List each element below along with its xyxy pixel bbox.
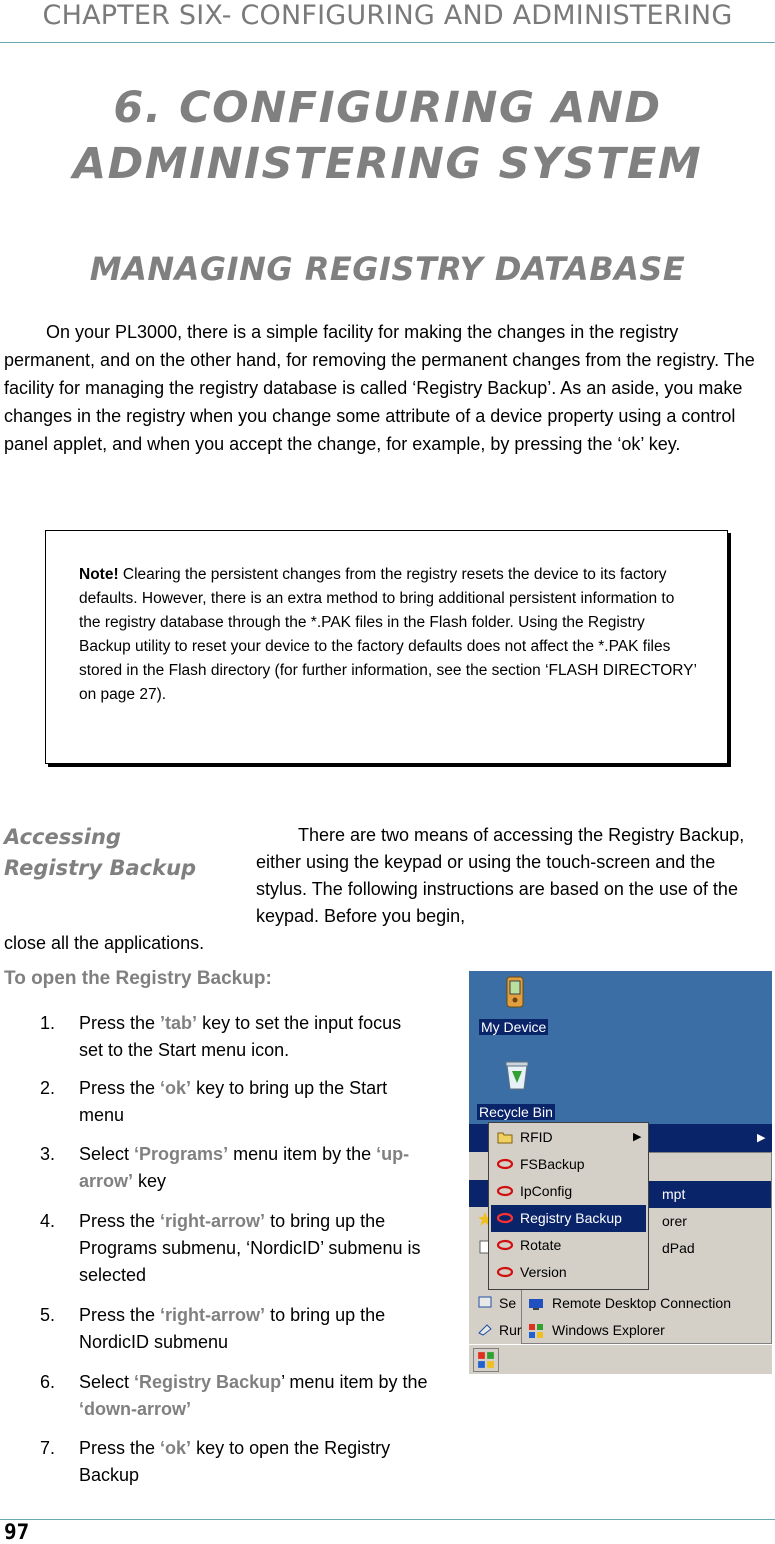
accessing-heading-line1: Accessing xyxy=(4,825,121,849)
programs-menu: mpt orer dPad Remote Desktop Connection Windows Explorer xyxy=(521,1152,772,1344)
partial-label: Se xyxy=(499,1295,517,1311)
nordic-logo-icon xyxy=(497,1264,513,1280)
step-number: 6. xyxy=(40,1372,56,1392)
note-text xyxy=(79,563,699,707)
partial-label: mpt xyxy=(662,1186,686,1202)
start-button[interactable] xyxy=(473,1348,499,1372)
accessing-paragraph-tail: close all the applications. xyxy=(4,933,205,953)
step-number: 3. xyxy=(40,1144,56,1164)
windows-logo-icon xyxy=(477,1351,495,1369)
note-body: Clearing the persistent changes from the registry resets the device to its factory defaults. However, there is an extra method to bring additional persistent information to the registry database through the *.PAK files in the Flash folder. Using the Registry Backup utility to reset your device to the factory defaults does not affect the *.PAK files stored in the Flash directory (for further information, see the section ‘FLASH DIRECTORY’ on page 27). xyxy=(79,566,697,703)
steps-heading: To open the Registry Backup: xyxy=(4,968,272,989)
accessing-heading-line2: Registry Backup xyxy=(4,856,197,880)
settings-icon xyxy=(477,1294,493,1310)
menu-item-registry-backup[interactable]: Registry Backup xyxy=(491,1205,646,1232)
step-text: Press the ‘right-arrow’ to bring up the Programs submenu, ‘NordicID’ submenu is selected xyxy=(79,1211,421,1285)
windows-logo-icon xyxy=(528,1323,544,1339)
menu-item-ipconfig[interactable]: IpConfig xyxy=(491,1178,646,1205)
step-text: Press the ‘right-arrow’ to bring up the NordicID submenu xyxy=(79,1305,386,1352)
step-number: 1. xyxy=(40,1013,56,1033)
step-text: Press the ’tab’ key to set the input focus set to the Start menu icon. xyxy=(79,1013,402,1060)
my-device-label[interactable]: My Device xyxy=(481,1019,547,1035)
accessing-paragraph: There are two means of accessing the Registry Backup, either using the keypad or using the touch-screen and the stylus. The following instructions are based on the use of the keypad. Before you begin, xyxy=(256,825,745,926)
nordic-logo-icon xyxy=(497,1183,513,1199)
step-text: Press the ‘ok’ key to open the Registry Backup xyxy=(79,1438,391,1485)
step-text: Press the ‘ok’ key to bring up the Start menu xyxy=(79,1078,388,1125)
remote-desktop-icon xyxy=(528,1296,544,1312)
step-number: 2. xyxy=(40,1078,56,1098)
step-text: Select ‘Registry Backup’ menu item by the ‘down-arrow’ xyxy=(79,1372,428,1419)
partial-label: dPad xyxy=(662,1240,695,1256)
run-icon xyxy=(477,1321,493,1337)
footer-rule xyxy=(0,1519,775,1520)
menu-item-fsbackup[interactable]: FSBackup xyxy=(491,1151,646,1178)
step-number: 5. xyxy=(40,1305,56,1325)
nordic-logo-icon xyxy=(497,1210,513,1226)
recycle-bin-label[interactable]: Recycle Bin xyxy=(479,1104,553,1120)
partial-label: orer xyxy=(662,1213,687,1229)
pda-icon xyxy=(503,975,529,1011)
chapter-title-line2: ADMINISTERING SYSTEM xyxy=(72,139,703,189)
chapter-title-line1: 6. CONFIGURING AND xyxy=(113,83,662,133)
taskbar xyxy=(469,1344,772,1374)
page-number: 97 xyxy=(4,1520,30,1544)
menu-item-rotate[interactable]: Rotate xyxy=(491,1232,646,1259)
chevron-right-icon: ▶ xyxy=(757,1132,766,1144)
nordic-logo-icon xyxy=(497,1156,513,1172)
chevron-right-icon: ▶ xyxy=(633,1131,642,1143)
running-title: CHAPTER SIX- CONFIGURING AND ADMINISTERING xyxy=(42,0,733,31)
folder-icon xyxy=(497,1129,513,1145)
nordicid-submenu xyxy=(488,1122,649,1290)
menu-item-version[interactable]: Version xyxy=(491,1259,646,1286)
intro-paragraph: On your PL3000, there is a simple facility for making the changes in the registry permanent, and on the other hand, for removing the permanent changes from the registry. The facility for managing the registry database is called ‘Registry Backup’. As an aside, you make changes in the registry when you change some attribute of a device property using a control panel applet, and when you accept the change, for example, by pressing the ‘ok’ key. xyxy=(4,322,755,454)
nordic-logo-icon xyxy=(497,1237,513,1253)
step-number: 7. xyxy=(40,1438,56,1458)
recycle-bin-icon xyxy=(501,1057,533,1091)
chapter-title xyxy=(0,80,775,192)
accessing-heading xyxy=(4,822,234,884)
step-text: Select ‘Programs’ menu item by the ‘up-arrow’ key xyxy=(79,1144,410,1191)
section-title: MANAGING REGISTRY DATABASE xyxy=(89,250,686,288)
step-number: 4. xyxy=(40,1211,56,1231)
menu-item-rfid[interactable]: RFID ▶ xyxy=(491,1124,646,1151)
start-menu-screenshot xyxy=(469,971,772,1374)
note-label: Note! xyxy=(79,566,119,583)
partial-label: Rur xyxy=(499,1322,522,1338)
